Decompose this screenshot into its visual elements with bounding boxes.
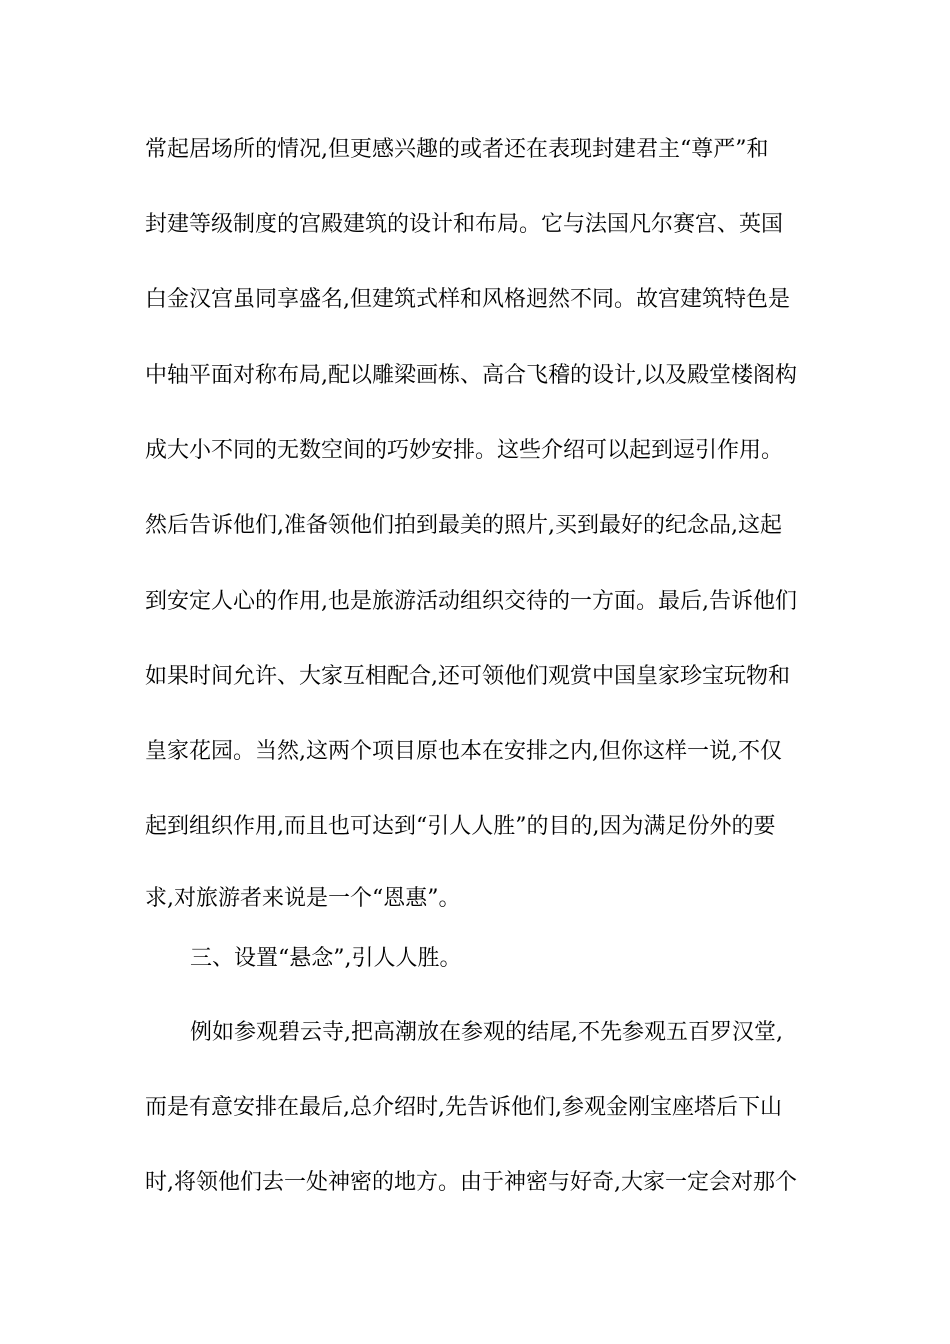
text-line: 求,对旅游者来说是一个“恩惠”。 [145, 886, 461, 911]
text-line: 成大小不同的无数空间的巧妙安排。这些介绍可以起到逗引作用。 [145, 438, 784, 463]
paragraph-first-line: 例如参观碧云寺,把高潮放在参观的结尾,不先参观五百罗汉堂, [190, 1020, 783, 1045]
text-line: 时,将领他们去一处神密的地方。由于神密与好奇,大家一定会对那个 [145, 1170, 797, 1195]
section-heading: 三、设置“悬念”,引人人胜。 [190, 946, 462, 971]
text-line: 然后告诉他们,准备领他们拍到最美的照片,买到最好的纪念品,这起 [145, 513, 782, 538]
text-line: 而是有意安排在最后,总介绍时,先告诉他们,参观金刚宝座塔后下山 [145, 1095, 782, 1120]
text-line: 如果时间允许、大家互相配合,还可领他们观赏中国皇家珍宝玩物和 [145, 664, 790, 689]
text-line: 常起居场所的情况,但更感兴趣的或者还在表现封建君主“尊严”和 [145, 137, 769, 162]
text-line: 封建等级制度的宫殿建筑的设计和布局。它与法国凡尔赛宫、英国 [145, 212, 784, 237]
text-line: 白金汉宫虽同享盛名,但建筑式样和风格迥然不同。故宫建筑特色是 [145, 287, 790, 312]
text-line: 到安定人心的作用,也是旅游活动组织交待的一方面。最后,告诉他们 [145, 589, 797, 614]
text-line: 起到组织作用,而且也可达到“引人人胜”的目的,因为满足份外的要 [145, 814, 776, 839]
text-line: 皇家花园。当然,这两个项目原也本在安排之内,但你这样一说,不仅 [145, 739, 782, 764]
text-line: 中轴平面对称布局,配以雕梁画栋、高合飞稽的设计,以及殿堂楼阁构 [145, 363, 797, 388]
